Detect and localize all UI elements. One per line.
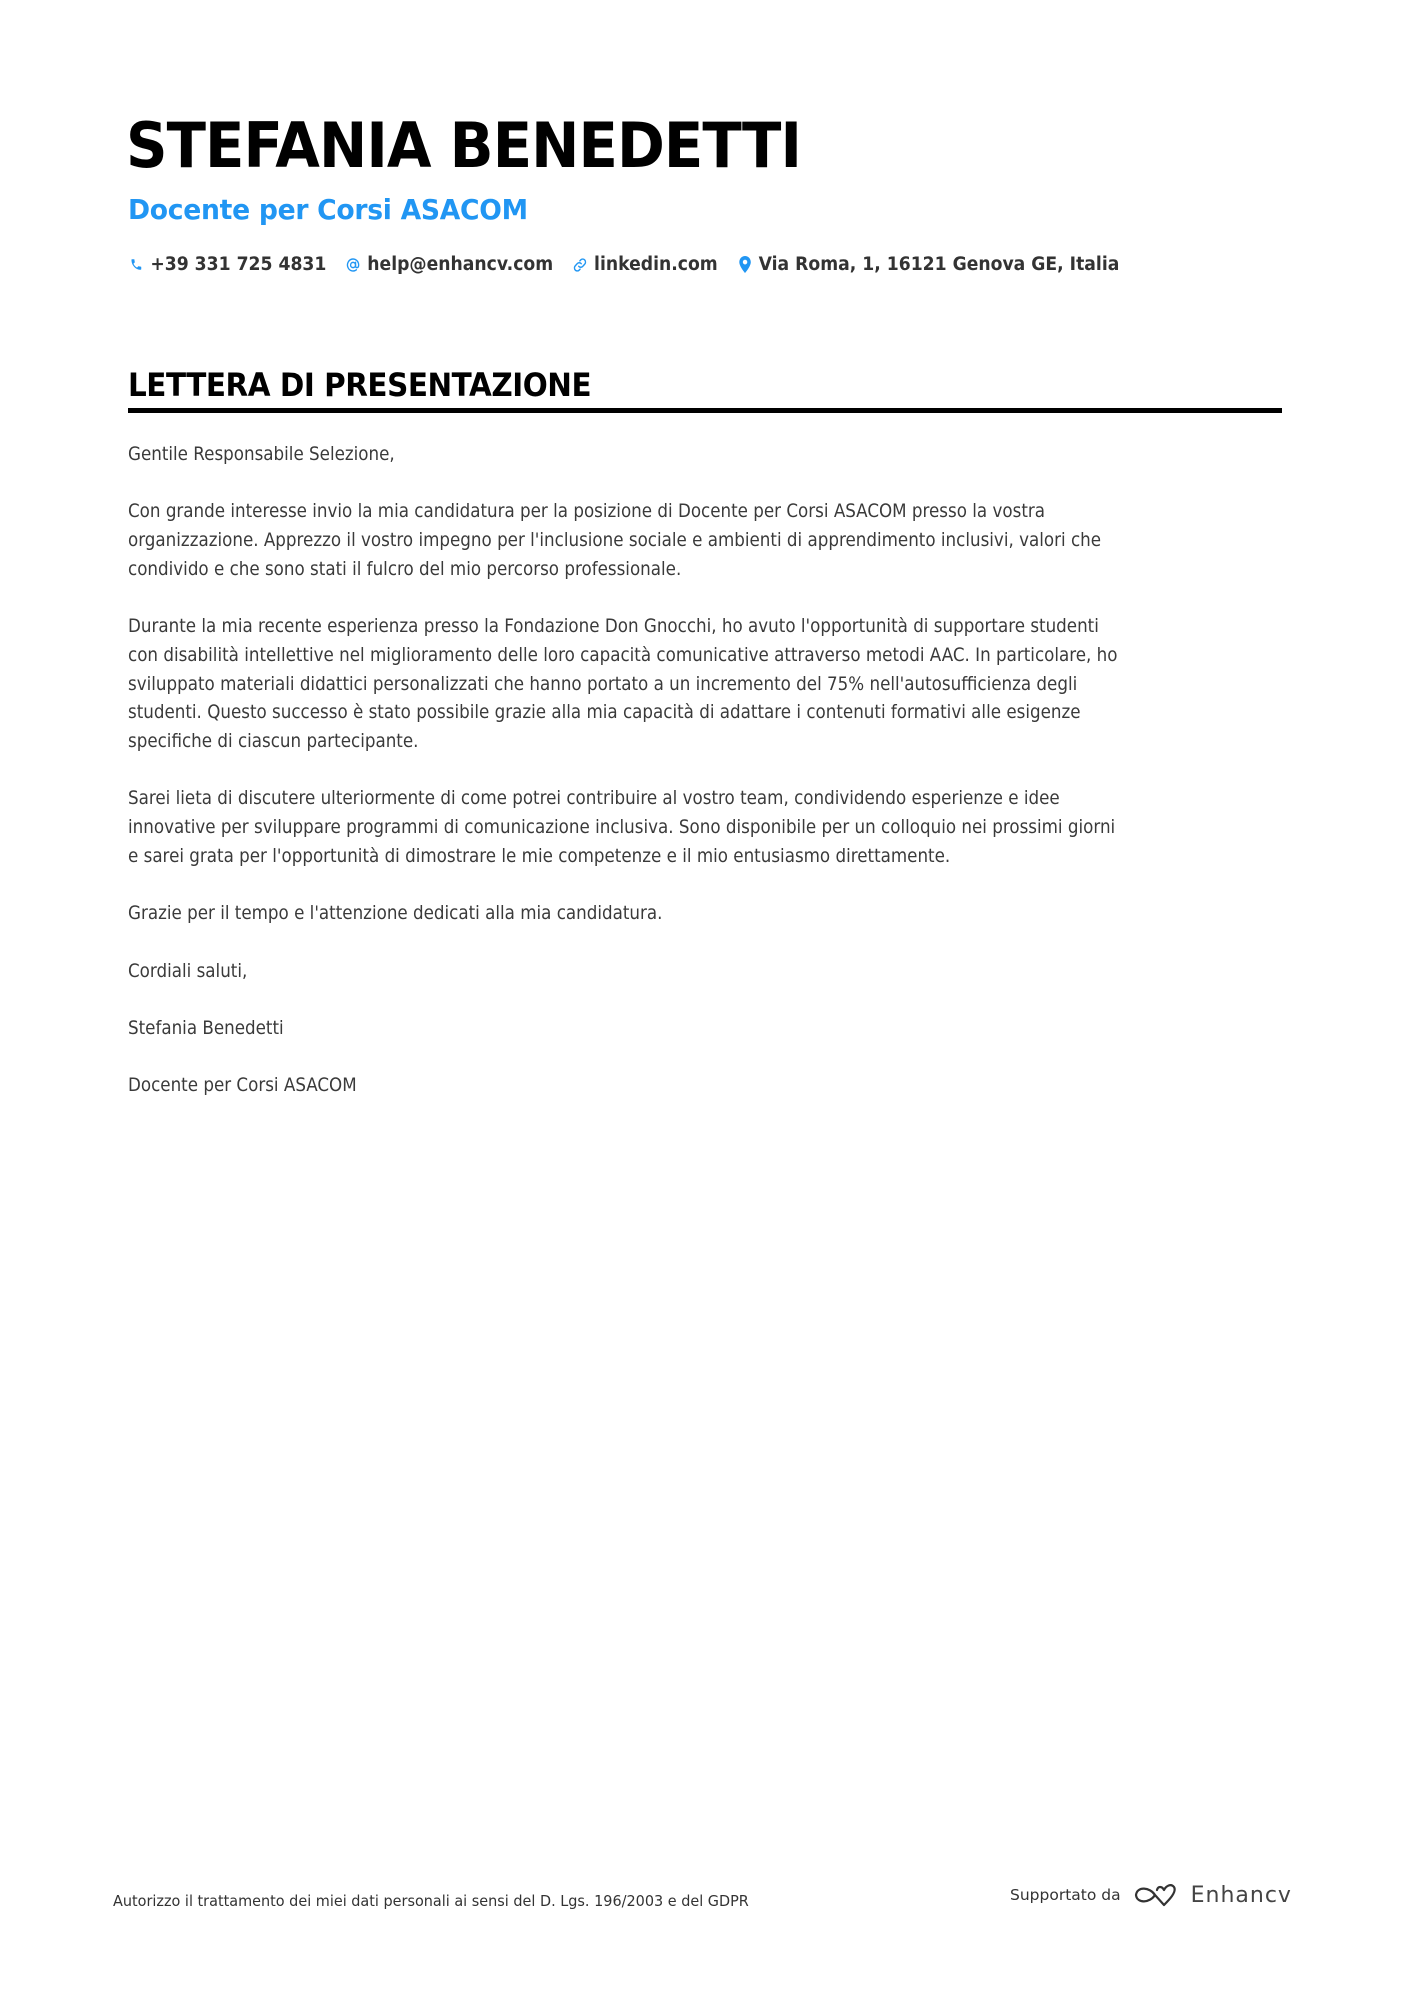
paragraph-line: e sarei grata per l'opportunità di dimostrare le mie competenze e il mio entusiasmo direttamente. xyxy=(128,844,951,867)
section-divider xyxy=(128,408,1282,413)
powered-by[interactable] xyxy=(1010,1880,1292,1910)
candidate-title: Docente per Corsi ASACOM xyxy=(128,193,528,226)
letter-body xyxy=(128,440,1290,1129)
signature-name: Stefania Benedetti xyxy=(128,1016,284,1039)
contact-email-text: help@enhancv.com xyxy=(367,254,554,275)
paragraph-line: Durante la mia recente esperienza presso la Fondazione Don Gnocchi, ho avuto l'opportunità di supportare studenti xyxy=(128,615,1099,638)
at-icon xyxy=(345,255,362,275)
supported-by-label: Supportato da xyxy=(1010,1886,1121,1904)
paragraph-line: studenti. Questo successo è stato possibile grazie alla mia capacità di adattare i contenuti formativi alle esigenze xyxy=(128,701,1081,724)
paragraph-line: sviluppato materiali didattici personalizzati che hanno portato a un incremento del 75% nell'autosufficienza degli xyxy=(128,672,1078,695)
location-pin-icon xyxy=(736,255,753,275)
contact-email[interactable] xyxy=(345,254,553,275)
paragraph-line: con disabilità intellettive nel miglioramento delle loro capacità comunicative attraverso metodi AAC. In particolare, ho xyxy=(128,643,1118,666)
paragraph-line: Sarei lieta di discutere ulteriormente di come potrei contribuire al vostro team, condividendo esperienze e idee xyxy=(128,787,1060,810)
paragraph-line: organizzazione. Apprezzo il vostro impegno per l'inclusione sociale e ambienti di apprendimento inclusivi, valori che xyxy=(128,529,1102,552)
paragraph-line: innovative per sviluppare programmi di comunicazione inclusiva. Sono disponibile per un colloquio nei prossimi giorni xyxy=(128,816,1116,839)
section-heading: LETTERA DI PRESENTAZIONE xyxy=(128,366,592,404)
phone-icon xyxy=(128,255,145,275)
letter-paragraph xyxy=(128,612,1290,756)
contact-row xyxy=(128,254,1138,275)
paragraph-line: specifiche di ciascun partecipante. xyxy=(128,730,419,752)
contact-address xyxy=(736,254,1119,275)
letter-paragraph xyxy=(128,784,1290,870)
candidate-name: STEFANIA BENEDETTI xyxy=(126,109,801,182)
gdpr-consent: Autorizzo il trattamento dei miei dati personali ai sensi del D. Lgs. 196/2003 e del GDPR xyxy=(113,1892,749,1910)
letter-paragraph xyxy=(128,497,1290,583)
contact-linkedin-text: linkedin.com xyxy=(594,254,718,275)
signature-title: Docente per Corsi ASACOM xyxy=(128,1074,357,1097)
paragraph-line: condivido e che sono stati il fulcro del mio percorso professionale. xyxy=(128,557,682,580)
link-icon xyxy=(572,255,589,275)
contact-linkedin[interactable] xyxy=(572,254,718,275)
letter-greeting: Gentile Responsabile Selezione, xyxy=(128,443,395,465)
letter-thanks: Grazie per il tempo e l'attenzione dedicati alla mia candidatura. xyxy=(128,902,663,925)
contact-phone[interactable] xyxy=(128,254,326,275)
paragraph-line: Con grande interesse invio la mia candidatura per la posizione di Docente per Corsi ASACOM presso la vostra xyxy=(128,500,1046,523)
contact-address-text: Via Roma, 1, 16121 Genova GE, Italia xyxy=(758,254,1120,275)
enhancv-logo-icon xyxy=(1133,1882,1179,1908)
contact-phone-text: +39 331 725 4831 xyxy=(150,254,327,275)
brand-name: Enhancv xyxy=(1190,1882,1292,1908)
letter-closing: Cordiali saluti, xyxy=(128,959,248,982)
